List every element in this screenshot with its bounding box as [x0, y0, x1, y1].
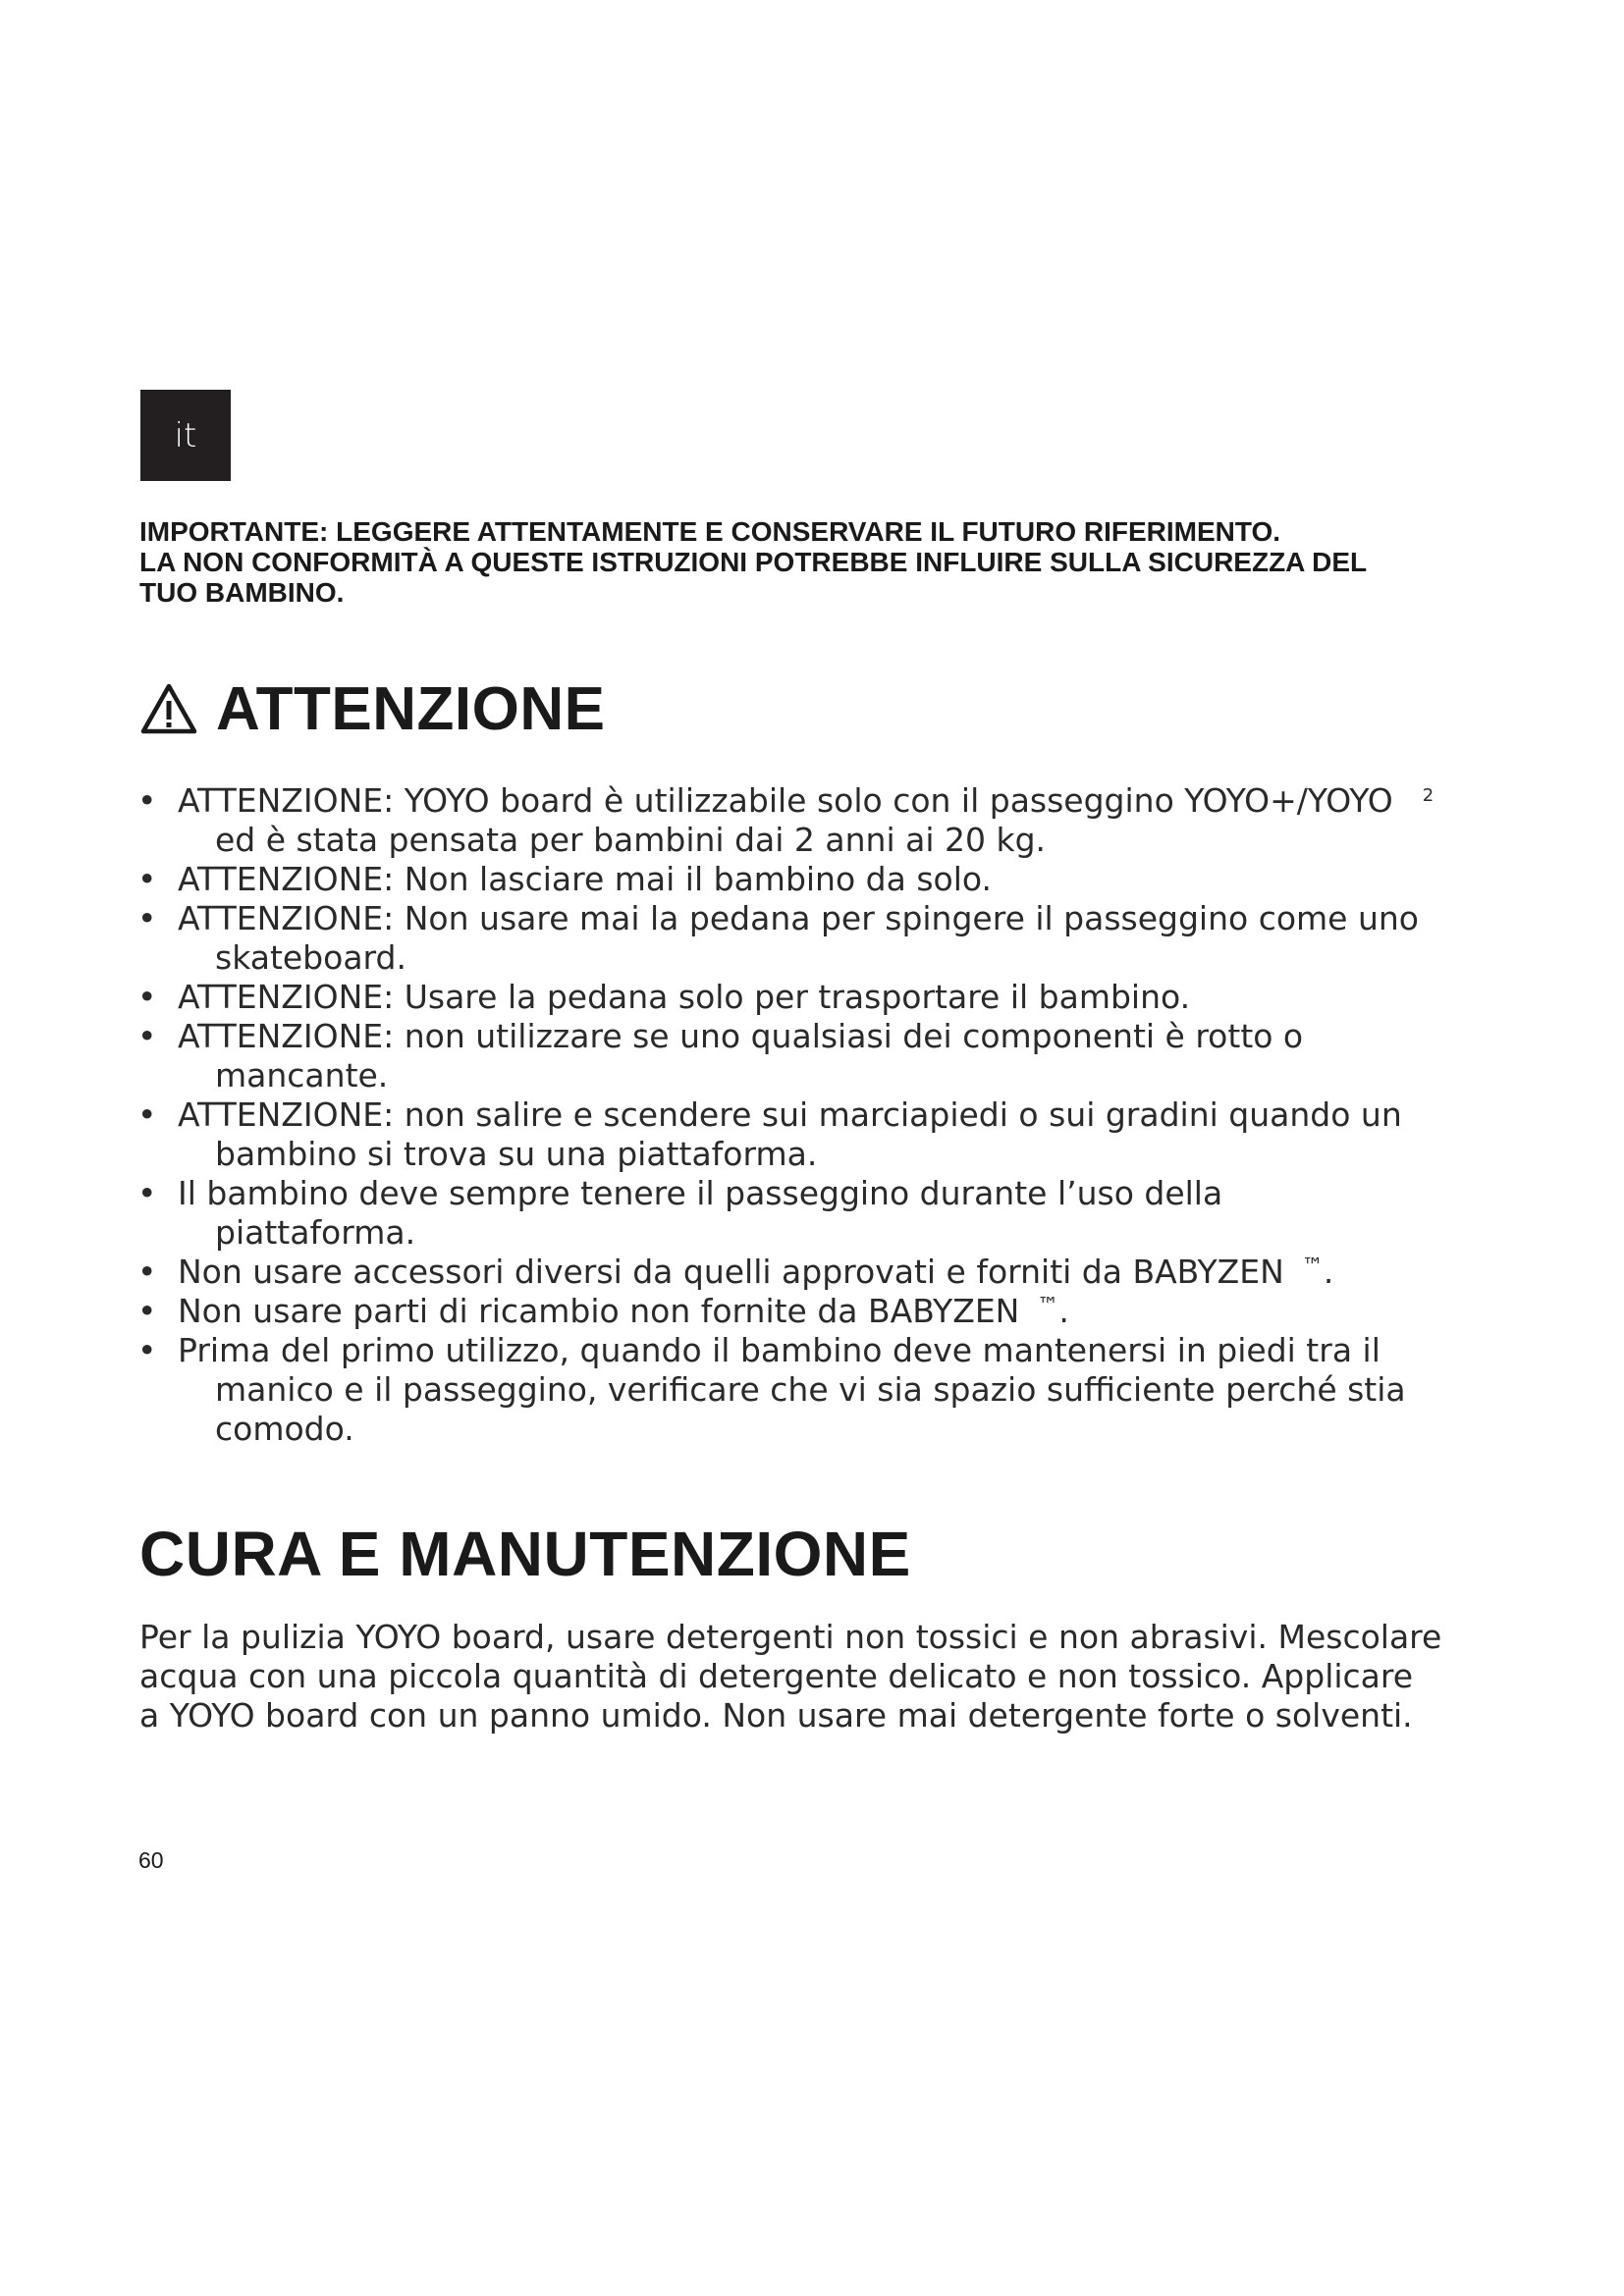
list-item-text: Non usare accessori diversi da quelli approvati e forniti da BABYZEN	[178, 1253, 1284, 1291]
list-item-continuation: comodo.	[215, 1410, 354, 1448]
trademark-symbol: ™	[1301, 1255, 1324, 1279]
trademark-symbol: ™	[1037, 1294, 1059, 1318]
list-item-text: ATTENZIONE: Non lasciare mai il bambino da solo.	[178, 860, 992, 898]
list-item	[137, 1253, 1512, 1292]
care-paragraph-line: acqua con una piccola quantità di detergente delicato e non tossico. Applicare	[139, 1657, 1414, 1695]
care-heading: CURA E MANUTENZIONE	[139, 1519, 911, 1589]
important-notice-line: IMPORTANTE: LEGGERE ATTENTAMENTE E CONSERVARE IL FUTURO RIFERIMENTO.	[139, 516, 1281, 547]
list-item	[137, 1174, 1512, 1253]
warning-title: ATTENZIONE	[216, 674, 606, 743]
list-item	[137, 860, 1512, 899]
list-item-text: ATTENZIONE: non utilizzare se uno qualsiasi dei componenti è rotto o	[178, 1017, 1304, 1055]
list-item-text: ATTENZIONE: Non usare mai la pedana per spingere il passeggino come uno	[178, 899, 1419, 937]
list-item-continuation: bambino si trova su una piattaforma.	[215, 1135, 818, 1173]
list-item	[137, 781, 1512, 860]
language-badge: it	[140, 390, 231, 481]
list-item-text: Prima del primo utilizzo, quando il bambino deve mantenersi in piedi tra il	[178, 1331, 1380, 1369]
list-item-continuation: skateboard.	[215, 938, 406, 977]
list-item-text: ATTENZIONE: Usare la pedana solo per trasportare il bambino.	[178, 978, 1191, 1016]
care-paragraph	[139, 1618, 1514, 1735]
superscript: 2	[1422, 785, 1435, 806]
list-item-text: ATTENZIONE: YOYO board è utilizzabile solo con il passeggino YOYO+/YOYO	[178, 781, 1393, 820]
list-item	[137, 899, 1512, 978]
warning-triangle-icon	[139, 682, 198, 735]
list-item-text: ATTENZIONE: non salire e scendere sui marciapiedi o sui gradini quando un	[178, 1095, 1402, 1134]
warning-heading	[139, 669, 606, 748]
list-item-text: Il bambino deve sempre tenere il passeggino durante l’uso della	[178, 1174, 1223, 1212]
list-item	[137, 978, 1512, 1017]
list-item-continuation: piattaforma.	[215, 1213, 416, 1252]
list-item-continuation: manico e il passeggino, verificare che vi sia spazio sufficiente perché stia	[215, 1370, 1406, 1409]
list-item-text: Non usare parti di ricambio non fornite da BABYZEN	[178, 1292, 1020, 1330]
list-item-tail: .	[1058, 1292, 1069, 1330]
warning-list	[137, 781, 1512, 1449]
list-item	[137, 1017, 1512, 1095]
important-notice	[139, 516, 1494, 608]
important-notice-line: TUO BAMBINO.	[139, 577, 345, 608]
list-item	[137, 1095, 1512, 1174]
list-item-continuation: ed è stata pensata per bambini dai 2 anni ai 20 kg.	[215, 821, 1047, 859]
list-item-tail: .	[1323, 1253, 1334, 1291]
list-item	[137, 1292, 1512, 1331]
care-paragraph-line: a YOYO board con un panno umido. Non usare mai detergente forte o solventi.	[139, 1696, 1413, 1735]
important-notice-line: LA NON CONFORMITÀ A QUESTE ISTRUZIONI POTREBBE INFLUIRE SULLA SICUREZZA DEL	[139, 547, 1368, 577]
page-number: 60	[138, 1847, 164, 1873]
list-item-continuation: mancante.	[215, 1056, 389, 1095]
list-item	[137, 1331, 1512, 1449]
care-paragraph-line: Per la pulizia YOYO board, usare detergenti non tossici e non abrasivi. Mescolare	[139, 1618, 1442, 1656]
